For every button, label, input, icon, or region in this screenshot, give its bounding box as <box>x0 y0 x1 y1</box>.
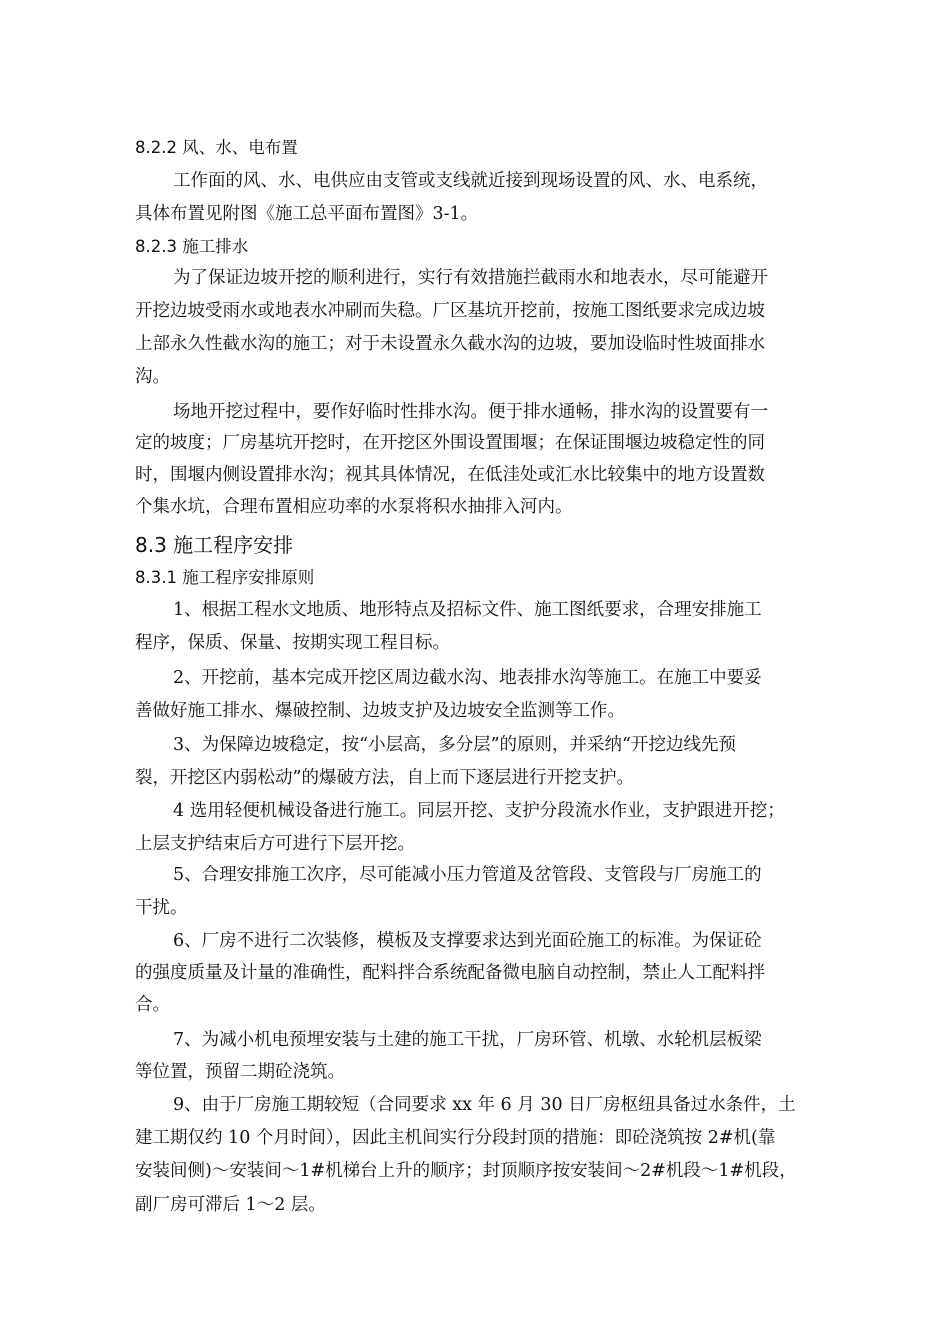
list-item-line: 上层支护结束后方可进行下层开挖。 <box>135 834 415 854</box>
section-heading-8-3: 8.3 施工程序安排 <box>135 533 294 557</box>
list-item-line: 3、为保障边坡稳定，按“小层高，多分层”的原则，并采纳“开挖边线先预 <box>173 735 736 755</box>
list-item-line: 7、为减小机电预埋安装与土建的施工干扰，厂房环管、机墩、水轮机层板梁 <box>173 1030 762 1050</box>
list-item-line: 的强度质量及计量的准确性，配料拌合系统配备微电脑自动控制，禁止人工配料拌 <box>135 963 765 983</box>
list-item-line: 副厂房可滞后 1～2 层。 <box>135 1195 326 1215</box>
section-heading-8-3-1: 8.3.1 施工程序安排原则 <box>135 568 315 587</box>
paragraph-line: 为了保证边坡开挖的顺利进行，实行有效措施拦截雨水和地表水，尽可能避开 <box>173 268 768 288</box>
paragraph-line: 个集水坑，合理布置相应功率的水泵将积水抽排入河内。 <box>135 497 573 517</box>
paragraph-line: 时，围堰内侧设置排水沟；视其具体情况，在低洼处或汇水比较集中的地方设置数 <box>135 465 765 485</box>
paragraph-line: 工作面的风、水、电供应由支管或支线就近接到现场设置的风、水、电系统， <box>173 171 768 191</box>
list-item-line: 2、开挖前，基本完成开挖区周边截水沟、地表排水沟等施工。在施工中要妥 <box>173 668 762 688</box>
list-item-line: 4 选用轻便机械设备进行施工。同层开挖、支护分段流水作业，支护跟进开挖； <box>173 801 785 821</box>
list-item-line: 程序，保质、保量、按期实现工程目标。 <box>135 633 450 653</box>
paragraph-line: 场地开挖过程中，要作好临时性排水沟。便于排水通畅，排水沟的设置要有一 <box>173 402 768 422</box>
list-item-line: 6、厂房不进行二次装修，模板及支撑要求达到光面砼施工的标准。为保证砼 <box>173 931 762 951</box>
list-item-line: 等位置，预留二期砼浇筑。 <box>135 1062 345 1082</box>
paragraph-line: 沟。 <box>135 367 170 387</box>
list-item-line: 合。 <box>135 995 170 1015</box>
paragraph-line: 具体布置见附图《施工总平面布置图》3-1。 <box>135 204 479 224</box>
paragraph-line: 定的坡度；厂房基坑开挖时，在开挖区外围设置围堰；在保证围堰边坡稳定性的同 <box>135 433 765 453</box>
section-heading-8-2-2: 8.2.2 风、水、电布置 <box>135 138 298 157</box>
section-heading-8-2-3: 8.2.3 施工排水 <box>135 237 249 256</box>
list-item-line: 干扰。 <box>135 898 188 918</box>
list-item-line: 善做好施工排水、爆破控制、边坡支护及边坡安全监测等工作。 <box>135 701 625 721</box>
list-item-line: 5、合理安排施工次序，尽可能减小压力管道及岔管段、支管段与厂房施工的 <box>173 865 762 885</box>
list-item-line: 9、由于厂房施工期较短（合同要求 xx 年 6 月 30 日厂房枢纽具备过水条件，土 <box>173 1095 796 1115</box>
list-item-line: 裂，开挖区内弱松动”的爆破方法，自上而下逐层进行开挖支护。 <box>135 768 634 788</box>
paragraph-line: 开挖边坡受雨水或地表水冲刷而失稳。厂区基坑开挖前，按施工图纸要求完成边坡 <box>135 301 765 321</box>
list-item-line: 安装间侧)～安装间～1#机梯台上升的顺序；封顶顺序按安装间～2#机段～1#机段， <box>135 1161 797 1181</box>
list-item-line: 建工期仅约 10 个月时间），因此主机间实行分段封顶的措施：即砼浇筑按 2#机(靠 <box>135 1128 776 1148</box>
list-item-line: 1、根据工程水文地质、地形特点及招标文件、施工图纸要求，合理安排施工 <box>173 600 762 620</box>
paragraph-line: 上部永久性截水沟的施工；对于未设置永久截水沟的边坡，要加设临时性坡面排水 <box>135 334 765 354</box>
